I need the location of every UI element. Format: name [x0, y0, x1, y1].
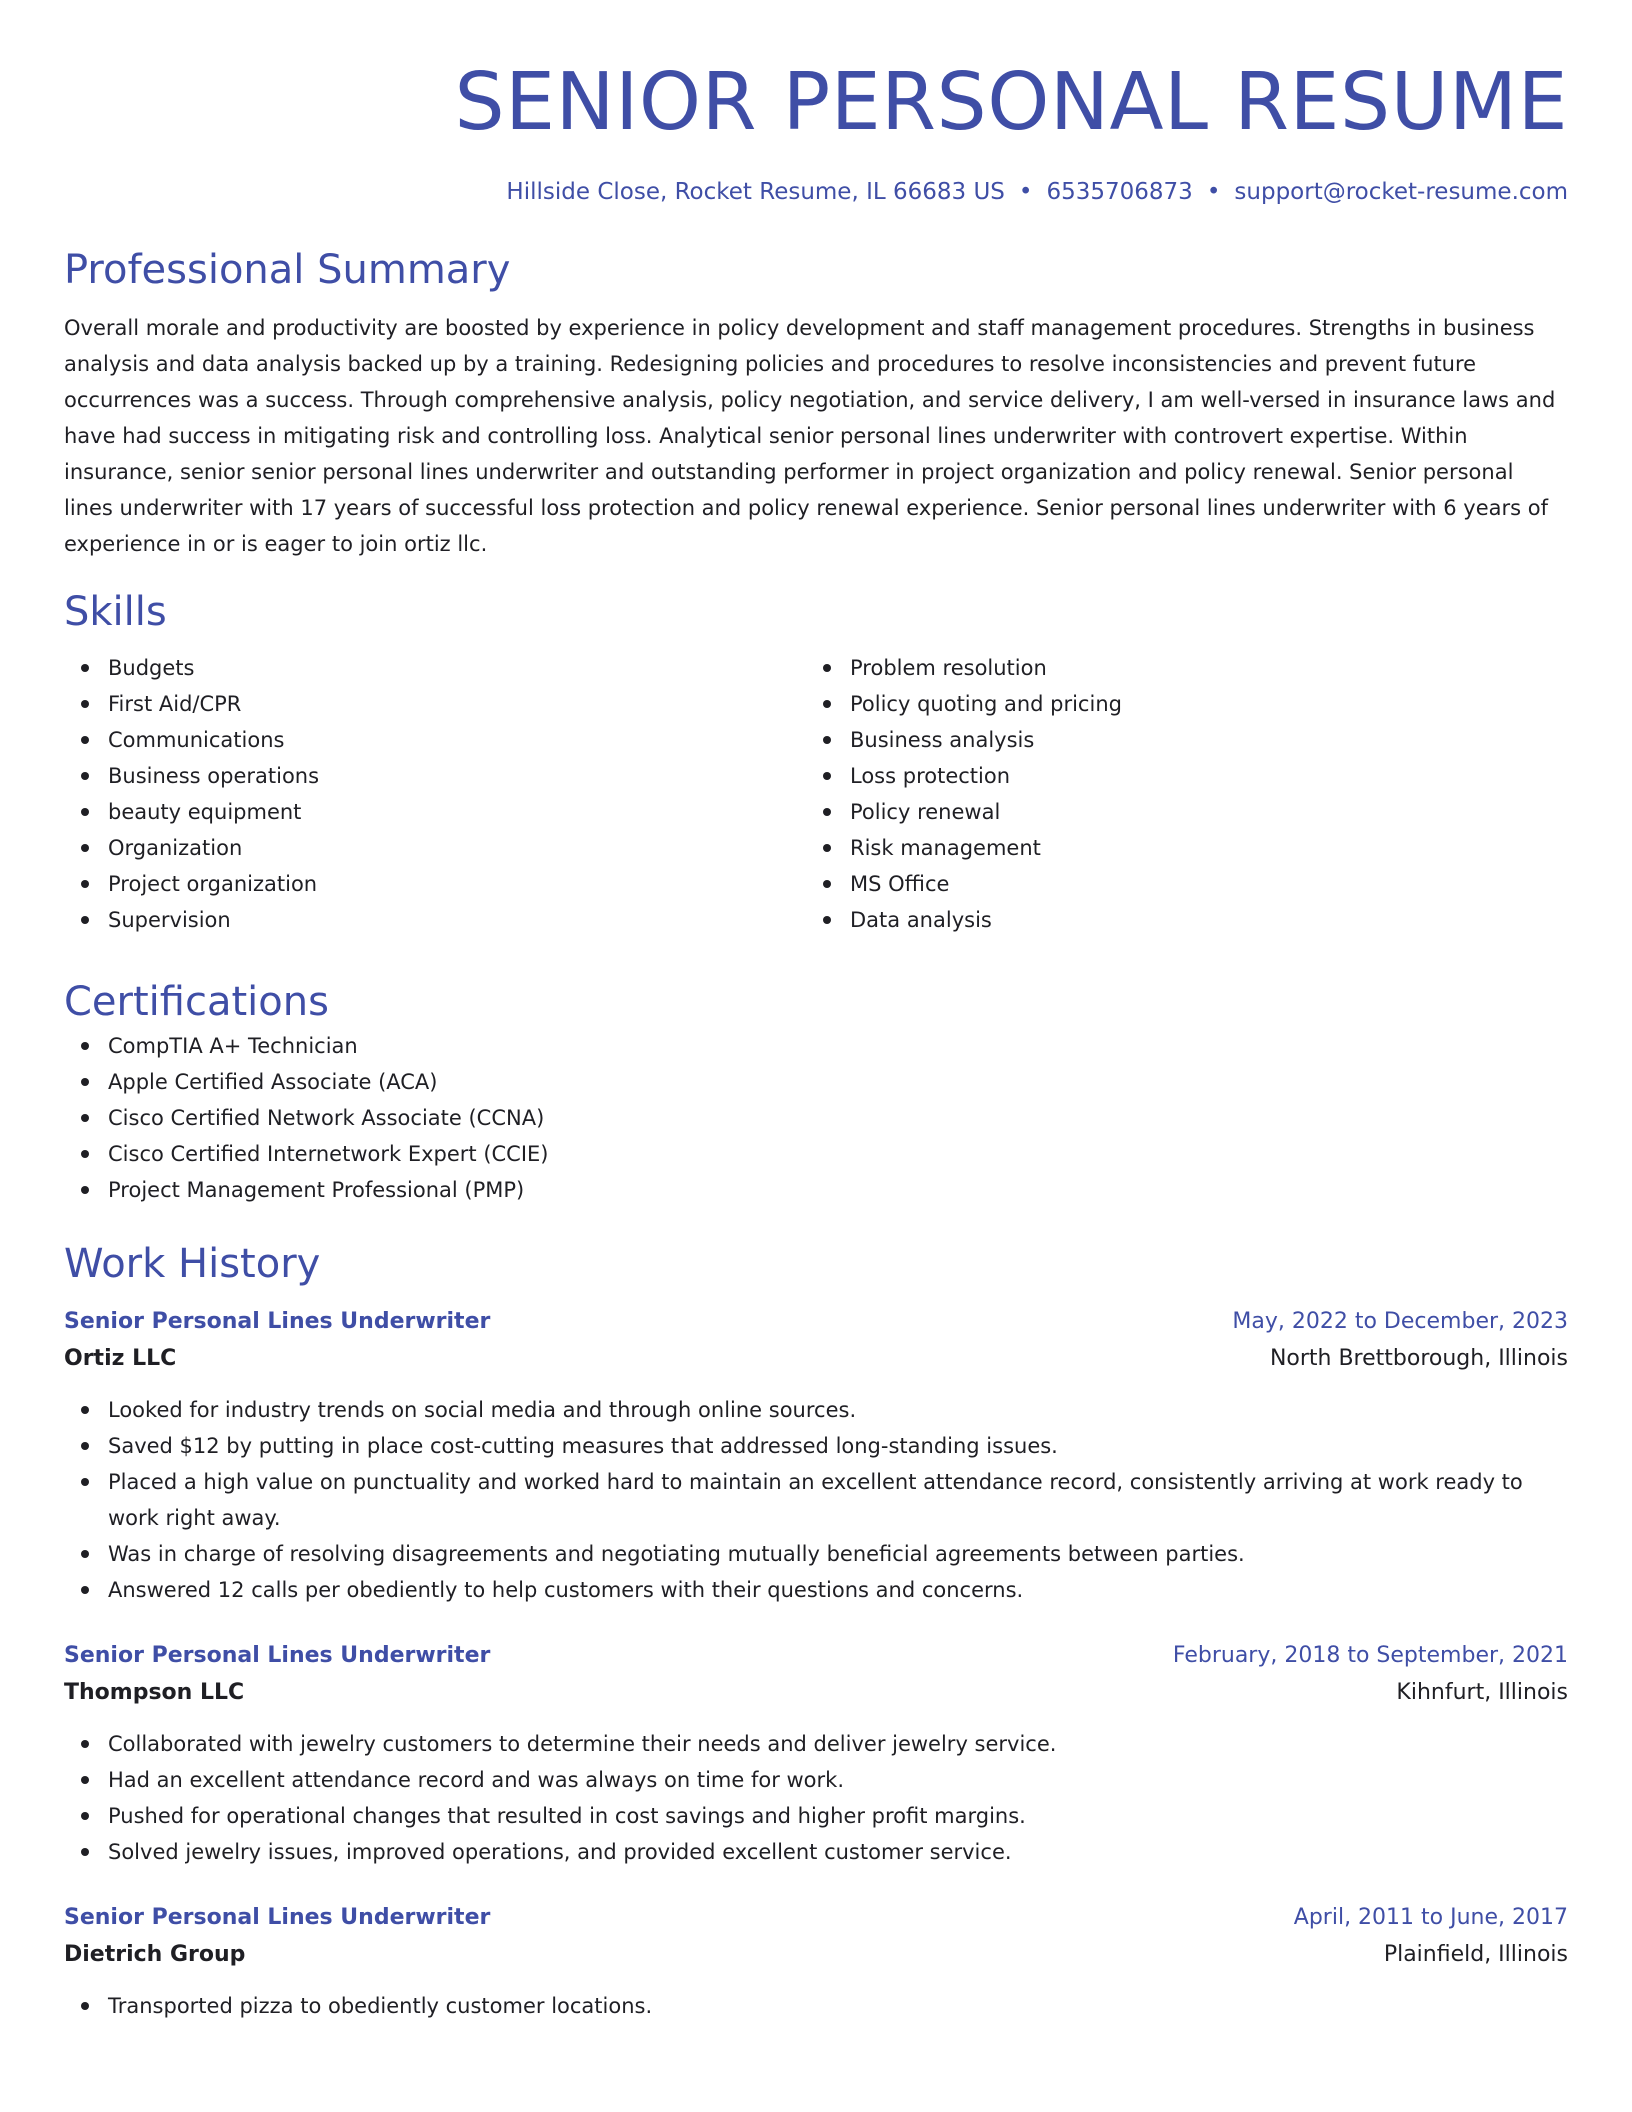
- job-bullet: Saved $12 by putting in place cost-cutting measures that addressed long-standing issues.: [64, 1428, 1568, 1464]
- job-bullets: [64, 1988, 1568, 2024]
- job-company-row: [64, 1674, 1568, 1712]
- resume-header: [64, 52, 1568, 208]
- certification-item: CompTIA A+ Technician: [64, 1028, 1568, 1064]
- skills-list-left: [64, 650, 806, 938]
- job-location: Kihnfurt, Illinois: [1396, 1680, 1568, 1705]
- skill-item: Policy quoting and pricing: [806, 686, 1548, 722]
- summary-heading: Professional Summary: [64, 247, 511, 293]
- job-company-row: [64, 1340, 1568, 1378]
- contact-separator: •: [1206, 179, 1221, 205]
- job-title-row: [64, 1900, 1568, 1936]
- certifications-heading: Certifications: [64, 979, 329, 1025]
- contact-email[interactable]: support@rocket-resume.com: [1234, 179, 1568, 205]
- job-company: Dietrich Group: [64, 1942, 246, 1967]
- job-title-row: [64, 1304, 1568, 1340]
- job-bullets: [64, 1392, 1568, 1608]
- summary-text: Overall morale and productivity are boosted by experience in policy development and staff management procedures. Strengths in business analysis and data analysis backed up by a training. Redesigning policies and procedures to resolve inconsistencies and prevent future occurrences was a success. Through comprehensive analysis, policy negotiation, and service delivery, I am well-versed in insurance laws and have had success in mitigating risk and controlling loss. Analytical senior personal lines underwriter with controvert expertise. Within insurance, senior senior personal lines underwriter and outstanding performer in project organization and policy renewal. Senior personal lines underwriter with 17 years of successful loss protection and policy renewal experience. Senior personal lines underwriter with 6 years of experience in or is eager to join ortiz llc.: [64, 316, 1556, 556]
- job-bullet: Placed a high value on punctuality and worked hard to maintain an excellent attendance record, consistently arriving at work ready to work right away.: [64, 1464, 1568, 1536]
- skill-item: Organization: [64, 830, 806, 866]
- job-bullet: Solved jewelry issues, improved operations, and provided excellent customer service.: [64, 1834, 1568, 1870]
- job-bullet: Looked for industry trends on social media and through online sources.: [64, 1392, 1568, 1428]
- skills-columns: [64, 650, 1568, 938]
- job-bullet: Transported pizza to obediently customer locations.: [64, 1988, 1568, 2024]
- job-dates: May, 2022 to December, 2023: [1232, 1309, 1568, 1334]
- job-dates: February, 2018 to September, 2021: [1172, 1643, 1568, 1668]
- job-bullet: Answered 12 calls per obediently to help customers with their questions and concerns.: [64, 1572, 1568, 1608]
- certifications-list: [64, 1028, 1568, 1208]
- job-bullets: [64, 1726, 1568, 1870]
- job-bullet: Was in charge of resolving disagreements and negotiating mutually beneficial agreements between parties.: [64, 1536, 1568, 1572]
- job-title: Senior Personal Lines Underwriter: [64, 1905, 491, 1930]
- skill-item: beauty equipment: [64, 794, 806, 830]
- job-company: Ortiz LLC: [64, 1346, 177, 1371]
- resume-page: [64, 0, 1568, 2112]
- certification-item: Cisco Certified Internetwork Expert (CCIE): [64, 1136, 1568, 1172]
- skill-item: Communications: [64, 722, 806, 758]
- job-company: Thompson LLC: [64, 1680, 245, 1705]
- skills-heading: Skills: [64, 589, 167, 635]
- skill-item: Risk management: [806, 830, 1548, 866]
- job-bullet: Collaborated with jewelry customers to determine their needs and deliver jewelry service.: [64, 1726, 1568, 1762]
- skill-item: MS Office: [806, 866, 1548, 902]
- job-location: North Brettborough, Illinois: [1269, 1346, 1568, 1371]
- contact-address: Hillside Close, Rocket Resume, IL 66683 US: [506, 179, 1005, 205]
- job-entry: [64, 1900, 1568, 2024]
- skill-item: Business analysis: [806, 722, 1548, 758]
- skill-item: Data analysis: [806, 902, 1548, 938]
- job-company-row: [64, 1936, 1568, 1974]
- job-dates: April, 2011 to June, 2017: [1293, 1905, 1568, 1930]
- skill-item: First Aid/CPR: [64, 686, 806, 722]
- skill-item: Problem resolution: [806, 650, 1548, 686]
- job-entry: [64, 1304, 1568, 1608]
- resume-name: SENIOR PERSONAL RESUME: [454, 56, 1568, 148]
- certification-item: Cisco Certified Network Associate (CCNA): [64, 1100, 1568, 1136]
- contact-line: [64, 176, 1568, 208]
- job-entry: [64, 1638, 1568, 1870]
- job-title-row: [64, 1638, 1568, 1674]
- certification-item: Apple Certified Associate (ACA): [64, 1064, 1568, 1100]
- skill-item: Loss protection: [806, 758, 1548, 794]
- contact-phone: 6535706873: [1046, 179, 1193, 205]
- certification-item: Project Management Professional (PMP): [64, 1172, 1568, 1208]
- skill-item: Business operations: [64, 758, 806, 794]
- job-location: Plainfield, Illinois: [1383, 1942, 1568, 1967]
- skills-list-right: [806, 650, 1548, 938]
- job-bullet: Had an excellent attendance record and was always on time for work.: [64, 1762, 1568, 1798]
- skill-item: Project organization: [64, 866, 806, 902]
- job-bullet: Pushed for operational changes that resulted in cost savings and higher profit margins.: [64, 1798, 1568, 1834]
- work-history-heading: Work History: [64, 1241, 321, 1287]
- contact-separator: •: [1018, 179, 1033, 205]
- skill-item: Policy renewal: [806, 794, 1548, 830]
- skill-item: Supervision: [64, 902, 806, 938]
- job-title: Senior Personal Lines Underwriter: [64, 1309, 491, 1334]
- skill-item: Budgets: [64, 650, 806, 686]
- job-title: Senior Personal Lines Underwriter: [64, 1643, 491, 1668]
